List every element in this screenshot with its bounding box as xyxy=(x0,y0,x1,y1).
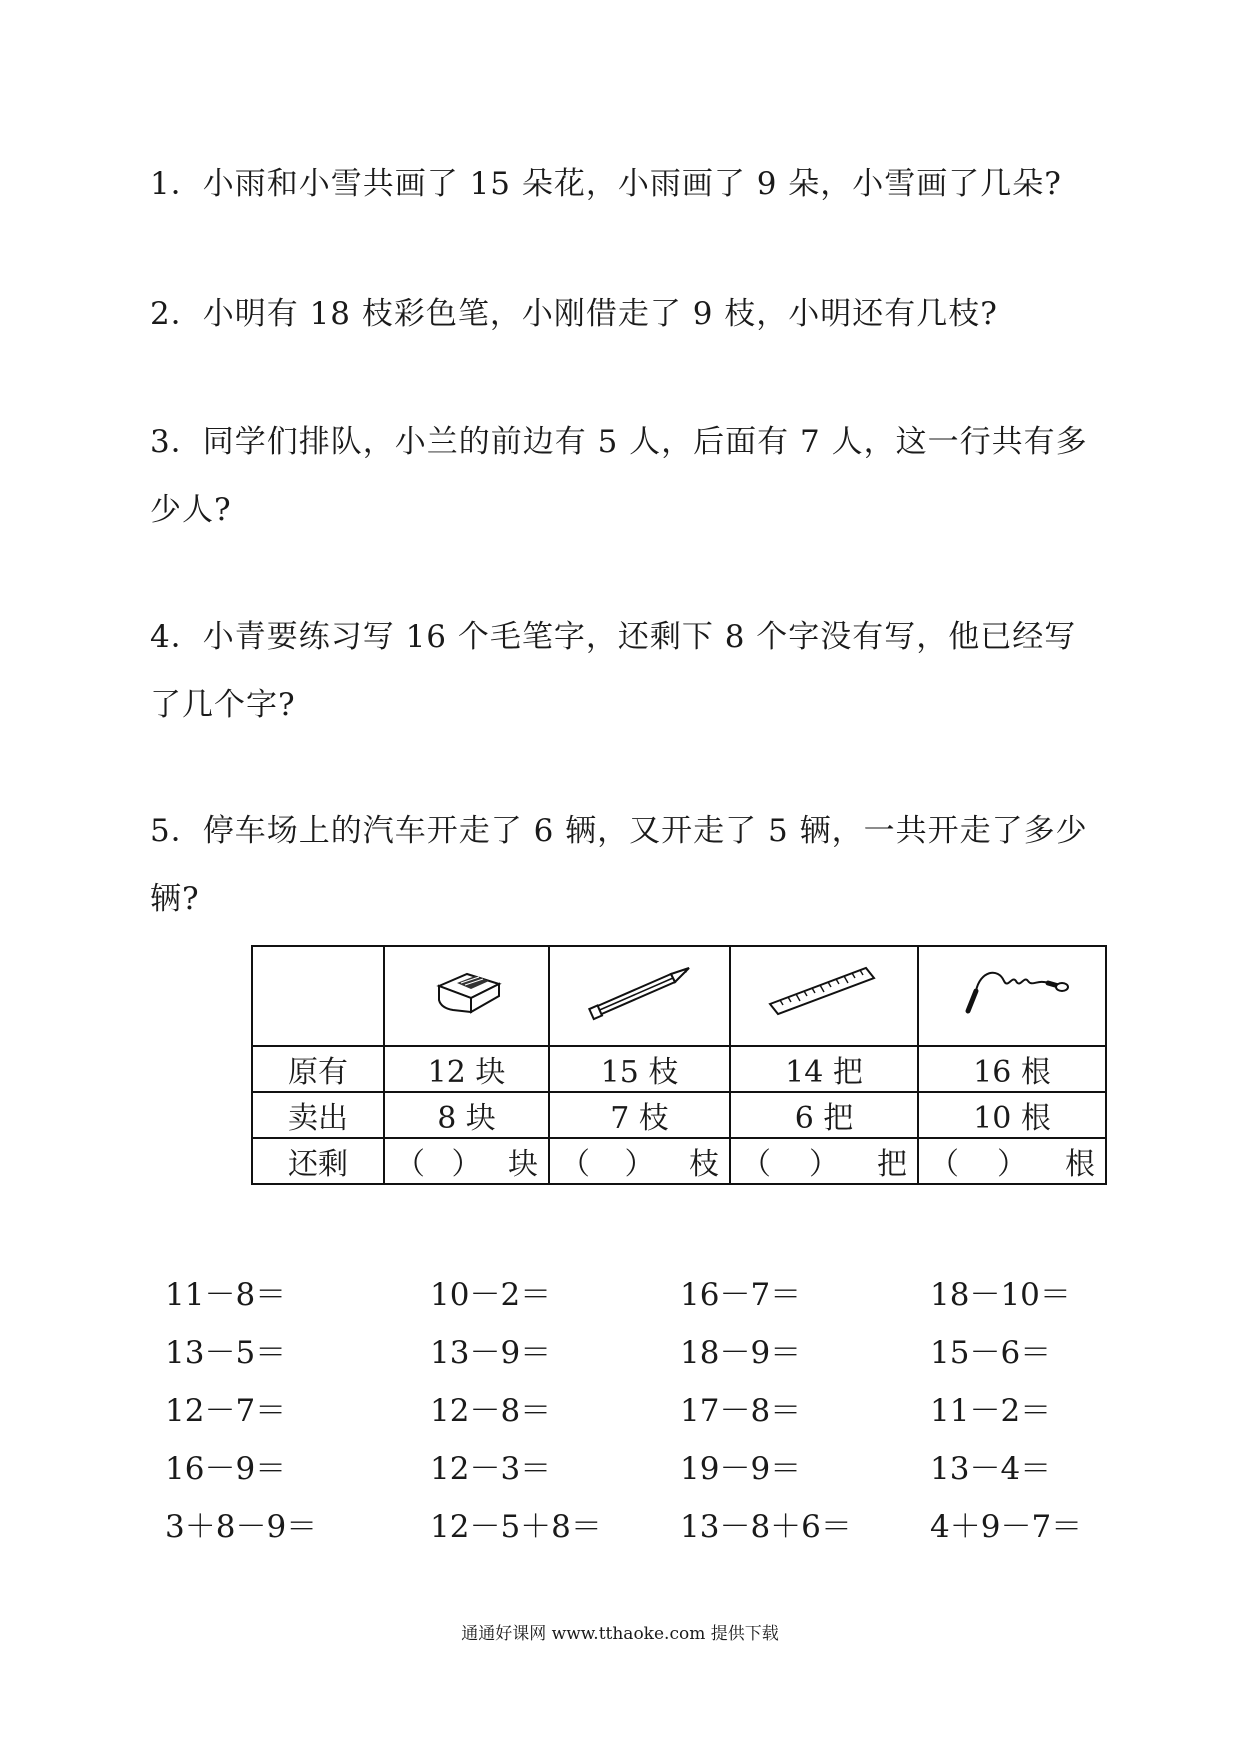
eraser-cell xyxy=(384,946,549,1046)
question-4-line-2: 了几个字? xyxy=(150,687,296,723)
cell-original-eraser: 12 块 xyxy=(384,1046,549,1092)
calc-item: 4＋9－7＝ xyxy=(930,1508,1083,1545)
row-label-original: 原有 xyxy=(252,1046,384,1092)
calc-item: 11－2＝ xyxy=(930,1392,1052,1429)
calc-item: 13－4＝ xyxy=(930,1450,1052,1487)
jump-rope-cell xyxy=(918,946,1106,1046)
calc-item: 12－3＝ xyxy=(430,1450,552,1487)
calc-item: 12－8＝ xyxy=(430,1392,552,1429)
jump-rope-icon xyxy=(952,959,1072,1025)
question-5-line-2: 辆? xyxy=(150,881,200,917)
eraser-icon xyxy=(427,964,507,1020)
question-4 xyxy=(150,603,1110,739)
answer-blank-eraser: （ ） 块 xyxy=(384,1138,549,1184)
ruler-icon xyxy=(766,960,882,1024)
question-1-line-1: 1．小雨和小雪共画了 15 朵花，小雨画了 9 朵，小雪画了几朵? xyxy=(150,166,1062,202)
pencil-cell xyxy=(549,946,730,1046)
calc-item: 19－9＝ xyxy=(680,1450,802,1487)
footer-credit: 通通好课网 www.tthaoke.com 提供下载 xyxy=(461,1624,779,1644)
calc-item: 17－8＝ xyxy=(680,1392,802,1429)
cell-sold-eraser: 8 块 xyxy=(384,1092,549,1138)
question-3 xyxy=(150,408,1110,544)
question-3-line-1: 3．同学们排队，小兰的前边有 5 人，后面有 7 人，这一行共有多 xyxy=(150,424,1088,460)
calc-item: 18－9＝ xyxy=(680,1334,802,1371)
ruler-cell xyxy=(730,946,918,1046)
table-header-row xyxy=(252,946,1106,1046)
calc-item: 12－7＝ xyxy=(165,1392,287,1429)
calc-item: 3＋8－9＝ xyxy=(165,1508,318,1545)
cell-sold-pencil: 7 枝 xyxy=(549,1092,730,1138)
calc-item: 13－8＋6＝ xyxy=(680,1508,852,1545)
cell-sold-ruler: 6 把 xyxy=(730,1092,918,1138)
cell-sold-rope: 10 根 xyxy=(918,1092,1106,1138)
question-3-line-2: 少人? xyxy=(150,492,232,528)
pencil-icon xyxy=(585,960,695,1024)
cell-original-ruler: 14 把 xyxy=(730,1046,918,1092)
row-label-remaining: 还剩 xyxy=(252,1138,384,1184)
question-2 xyxy=(150,280,1110,348)
answer-blank-rope: （ ） 根 xyxy=(918,1138,1106,1184)
table-row-remaining xyxy=(252,1138,1106,1184)
calculation-grid xyxy=(165,1262,1145,1552)
calc-item: 18－10＝ xyxy=(930,1276,1071,1313)
calc-item: 10－2＝ xyxy=(430,1276,552,1313)
row-label-sold: 卖出 xyxy=(252,1092,384,1138)
calc-item: 11－8＝ xyxy=(165,1276,287,1313)
cell-original-rope: 16 根 xyxy=(918,1046,1106,1092)
question-1 xyxy=(150,150,1110,218)
table-row-sold xyxy=(252,1092,1106,1138)
table-row-original xyxy=(252,1046,1106,1092)
question-5-line-1: 5．停车场上的汽车开走了 6 辆，又开走了 5 辆，一共开走了多少 xyxy=(150,813,1088,849)
calc-item: 13－5＝ xyxy=(165,1334,287,1371)
calc-item: 12－5＋8＝ xyxy=(430,1508,602,1545)
calc-item: 16－9＝ xyxy=(165,1450,287,1487)
table-corner-cell xyxy=(252,946,384,1046)
stationery-table xyxy=(251,945,1107,1185)
question-2-line-1: 2．小明有 18 枝彩色笔，小刚借走了 9 枝，小明还有几枝? xyxy=(150,296,998,332)
question-4-line-1: 4．小青要练习写 16 个毛笔字，还剩下 8 个字没有写，他已经写 xyxy=(150,619,1077,655)
question-5 xyxy=(150,797,1110,933)
calc-item: 16－7＝ xyxy=(680,1276,802,1313)
calc-item: 15－6＝ xyxy=(930,1334,1052,1371)
answer-blank-pencil: （ ） 枝 xyxy=(549,1138,730,1184)
answer-blank-ruler: （ ） 把 xyxy=(730,1138,918,1184)
calc-item: 13－9＝ xyxy=(430,1334,552,1371)
cell-original-pencil: 15 枝 xyxy=(549,1046,730,1092)
